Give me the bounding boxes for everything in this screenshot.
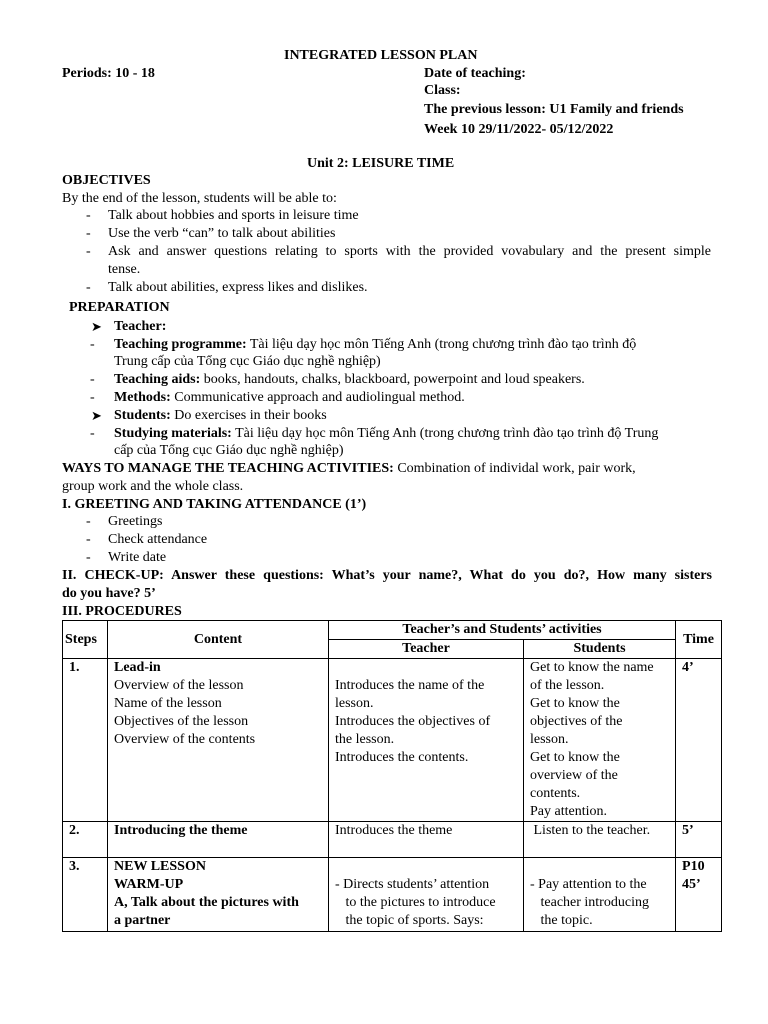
table-row [63, 858, 722, 932]
objective-item: Talk about abilities, express likes and dislikes. [108, 280, 368, 295]
students-label: Students: [114, 408, 171, 423]
row-step: 1. [63, 659, 108, 822]
arrow-bullet-icon: ➤ [91, 408, 102, 423]
objectives-intro: By the end of the lesson, students will be able to: [62, 191, 337, 206]
methods-text: Communicative approach and audiolingual method. [170, 390, 465, 405]
objective-item: Ask and answer questions relating to sports with the provided vovabulary and the present simple [108, 244, 711, 259]
bullet-dash: - [86, 226, 91, 241]
bullet-dash: - [86, 244, 91, 259]
bullet-dash: - [90, 372, 95, 387]
studying-materials-label: Studying materials: [114, 426, 232, 441]
methods [114, 389, 465, 407]
arrow-bullet-icon: ➤ [91, 319, 102, 334]
previous-lesson: The previous lesson: U1 Family and friends [424, 102, 684, 117]
row-time: 5’ [676, 822, 722, 858]
bullet-dash: - [86, 514, 91, 529]
row-time: P10 45’ [676, 858, 722, 932]
students-text: Do exercises in their books [170, 408, 327, 423]
header-content: Content [108, 621, 329, 659]
bullet-dash: - [86, 550, 91, 565]
teaching-aids [114, 371, 585, 389]
row-content [108, 659, 329, 822]
week-range: Week 10 29/11/2022- 05/12/2022 [424, 122, 614, 137]
procedures-heading: III. PROCEDURES [62, 604, 182, 619]
bullet-dash: - [86, 208, 91, 223]
objective-item: Talk about hobbies and sports in leisure time [108, 208, 359, 223]
row-students: - Pay attention to the teacher introducing the topic. [524, 858, 676, 932]
header-teacher: Teacher [329, 640, 524, 659]
row-students: Listen to the teacher. [524, 822, 676, 858]
procedures-table [62, 620, 722, 932]
studying-materials-cont: cấp của Tổng cục Giáo dục nghề nghiệp) [114, 443, 344, 458]
row-step: 2. [63, 822, 108, 858]
header-students: Students [524, 640, 676, 659]
teaching-programme-text: Tài liệu dạy học môn Tiếng Anh (trong chương trình đào tạo trình độ [246, 337, 637, 352]
row-content [108, 822, 329, 858]
bullet-dash: - [86, 280, 91, 295]
greeting-item: Check attendance [108, 532, 208, 547]
teaching-programme [114, 336, 636, 354]
table-row [63, 822, 722, 858]
preparation-heading: PREPARATION [69, 300, 170, 315]
ways-to-manage [62, 460, 636, 478]
header-activities: Teacher’s and Students’ activities [329, 621, 676, 640]
periods: Periods: 10 - 18 [62, 66, 155, 81]
unit-title: Unit 2: LEISURE TIME [307, 156, 455, 171]
students-prep [114, 407, 327, 425]
checkup-line: II. CHECK-UP: Answer these questions: What’s your name?, What do you do?, How many sisters [62, 568, 712, 583]
row-step: 3. [63, 858, 108, 932]
greeting-heading: I. GREETING AND TAKING ATTENDANCE (1’) [62, 497, 367, 512]
date-of-teaching: Date of teaching: [424, 66, 526, 81]
document-title: INTEGRATED LESSON PLAN [284, 48, 478, 63]
table-row [63, 659, 722, 822]
row-content-body: Overview of the lesson Name of the lesson Objectives of the lesson Overview of the contents [114, 678, 256, 747]
class-label: Class: [424, 83, 461, 98]
greeting-item: Write date [108, 550, 167, 565]
teaching-programme-label: Teaching programme: [114, 337, 247, 352]
ways-text-cont: group work and the whole class. [62, 479, 244, 494]
methods-label: Methods: [114, 390, 171, 405]
row-content-title: Lead-in [114, 660, 161, 675]
studying-materials-text: Tài liệu dạy học môn Tiếng Anh (trong chương trình đào tạo trình độ Trung [231, 426, 659, 441]
objective-item: Use the verb “can” to talk about abilities [108, 226, 336, 241]
row-content-title: NEW LESSON WARM-UP A, Talk about the pictures with a partner [108, 858, 329, 932]
teaching-aids-label: Teaching aids: [114, 372, 201, 387]
bullet-dash: - [90, 390, 95, 405]
ways-label: WAYS TO MANAGE THE TEACHING ACTIVITIES: [62, 461, 394, 476]
ways-text: Combination of individal work, pair work, [393, 461, 636, 476]
teacher-label: Teacher: [114, 319, 167, 334]
header-time: Time [676, 621, 722, 659]
table-header-row [63, 621, 722, 640]
objective-item-cont: tense. [108, 262, 141, 277]
teaching-aids-text: books, handouts, chalks, blackboard, powerpoint and loud speakers. [200, 372, 585, 387]
bullet-dash: - [86, 532, 91, 547]
row-teacher: Introduces the theme [329, 822, 524, 858]
teaching-programme-cont: Trung cấp của Tổng cục Giáo dục nghề nghiệp) [114, 354, 381, 369]
checkup-line-cont: do you have? 5’ [62, 586, 156, 601]
row-teacher: - Directs students’ attention to the pictures to introduce the topic of sports. Says: [329, 858, 524, 932]
bullet-dash: - [90, 337, 95, 352]
header-steps: Steps [63, 621, 108, 659]
bullet-dash: - [90, 426, 95, 441]
row-time: 4’ [676, 659, 722, 822]
row-students: Get to know the name of the lesson. Get to know the objectives of the lesson. Get to know the overview of the contents. Pay attention. [524, 659, 676, 822]
greeting-item: Greetings [108, 514, 163, 529]
objectives-heading: OBJECTIVES [62, 173, 151, 188]
row-teacher: Introduces the name of the lesson. Introduces the objectives of the lesson. Introduces the contents. [329, 659, 524, 822]
studying-materials [114, 425, 658, 443]
row-content-title: Introducing the theme [114, 823, 248, 838]
